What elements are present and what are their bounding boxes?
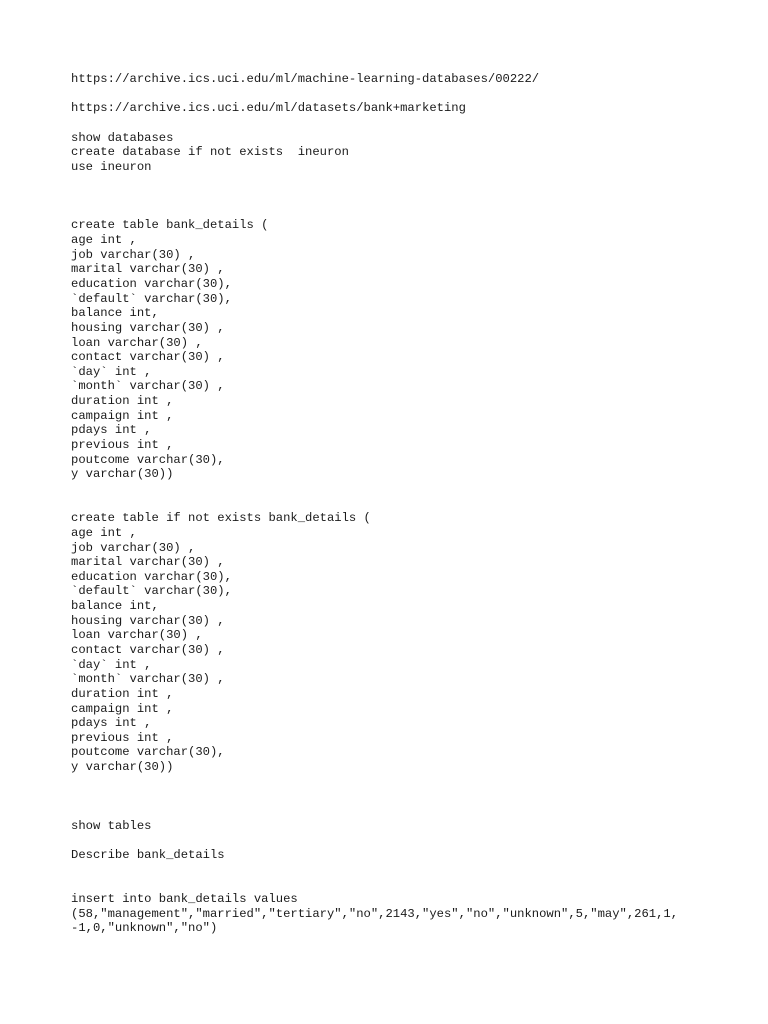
text-line: `default` varchar(30), (71, 584, 232, 599)
text-line: loan varchar(30) , (71, 335, 203, 350)
blank-line (71, 775, 751, 790)
blank-line (71, 204, 751, 219)
text-line: use ineuron (71, 159, 152, 174)
blank-line (71, 833, 751, 848)
blank-line (71, 497, 751, 512)
text-line: `month` varchar(30) , (71, 379, 225, 394)
text-line: -1,0,"unknown","no") (71, 921, 218, 936)
text-line: pdays int , (71, 423, 152, 438)
text-line: create database if not exists ineuron (71, 145, 349, 160)
text-line: `day` int , (71, 657, 152, 672)
text-line: `day` int , (71, 364, 152, 379)
text-line: poutcome varchar(30), (71, 745, 225, 760)
blank-line (71, 174, 751, 189)
blank-line (71, 804, 751, 819)
text-line: job varchar(30) , (71, 247, 196, 262)
text-line: housing varchar(30) , (71, 613, 225, 628)
text-line: age int , (71, 233, 137, 248)
text-line: education varchar(30), (71, 569, 232, 584)
text-line: contact varchar(30) , (71, 350, 225, 365)
text-line: loan varchar(30) , (71, 628, 203, 643)
text-line: create table bank_details ( (71, 218, 269, 233)
text-line: duration int , (71, 394, 174, 409)
text-line: duration int , (71, 686, 174, 701)
text-line: balance int, (71, 306, 159, 321)
text-line: (58,"management","married","tertiary","no",2143,"yes","no","unknown",5,"may",261,1, (71, 906, 679, 921)
text-line: show databases (71, 130, 174, 145)
text-line: pdays int , (71, 716, 152, 731)
blank-line (71, 482, 751, 497)
text-line: y varchar(30)) (71, 467, 174, 482)
blank-line (71, 789, 751, 804)
blank-line (71, 863, 751, 878)
blank-line (71, 116, 751, 131)
text-line: insert into bank_details values (71, 891, 298, 906)
document-body (71, 72, 751, 936)
text-line: previous int , (71, 730, 174, 745)
text-line: y varchar(30)) (71, 760, 174, 775)
text-line: previous int , (71, 438, 174, 453)
text-line: show tables (71, 818, 152, 833)
text-line: housing varchar(30) , (71, 320, 225, 335)
text-line: education varchar(30), (71, 276, 232, 291)
text-line: `default` varchar(30), (71, 291, 232, 306)
blank-line (71, 87, 751, 102)
blank-line (71, 189, 751, 204)
text-line: https://archive.ics.uci.edu/ml/machine-learning-databases/00222/ (71, 72, 540, 86)
text-line: campaign int , (71, 701, 174, 716)
text-line: campaign int , (71, 408, 174, 423)
text-line: poutcome varchar(30), (71, 452, 225, 467)
text-line: marital varchar(30) , (71, 555, 225, 570)
text-line: balance int, (71, 599, 159, 614)
text-line: job varchar(30) , (71, 540, 196, 555)
text-line: contact varchar(30) , (71, 642, 225, 657)
text-line: https://archive.ics.uci.edu/ml/datasets/bank+marketing (71, 101, 466, 116)
text-line: age int , (71, 525, 137, 540)
text-line: Describe bank_details (71, 847, 225, 862)
text-line: create table if not exists bank_details ( (71, 511, 371, 526)
blank-line (71, 877, 751, 892)
text-line: marital varchar(30) , (71, 262, 225, 277)
text-line: `month` varchar(30) , (71, 672, 225, 687)
